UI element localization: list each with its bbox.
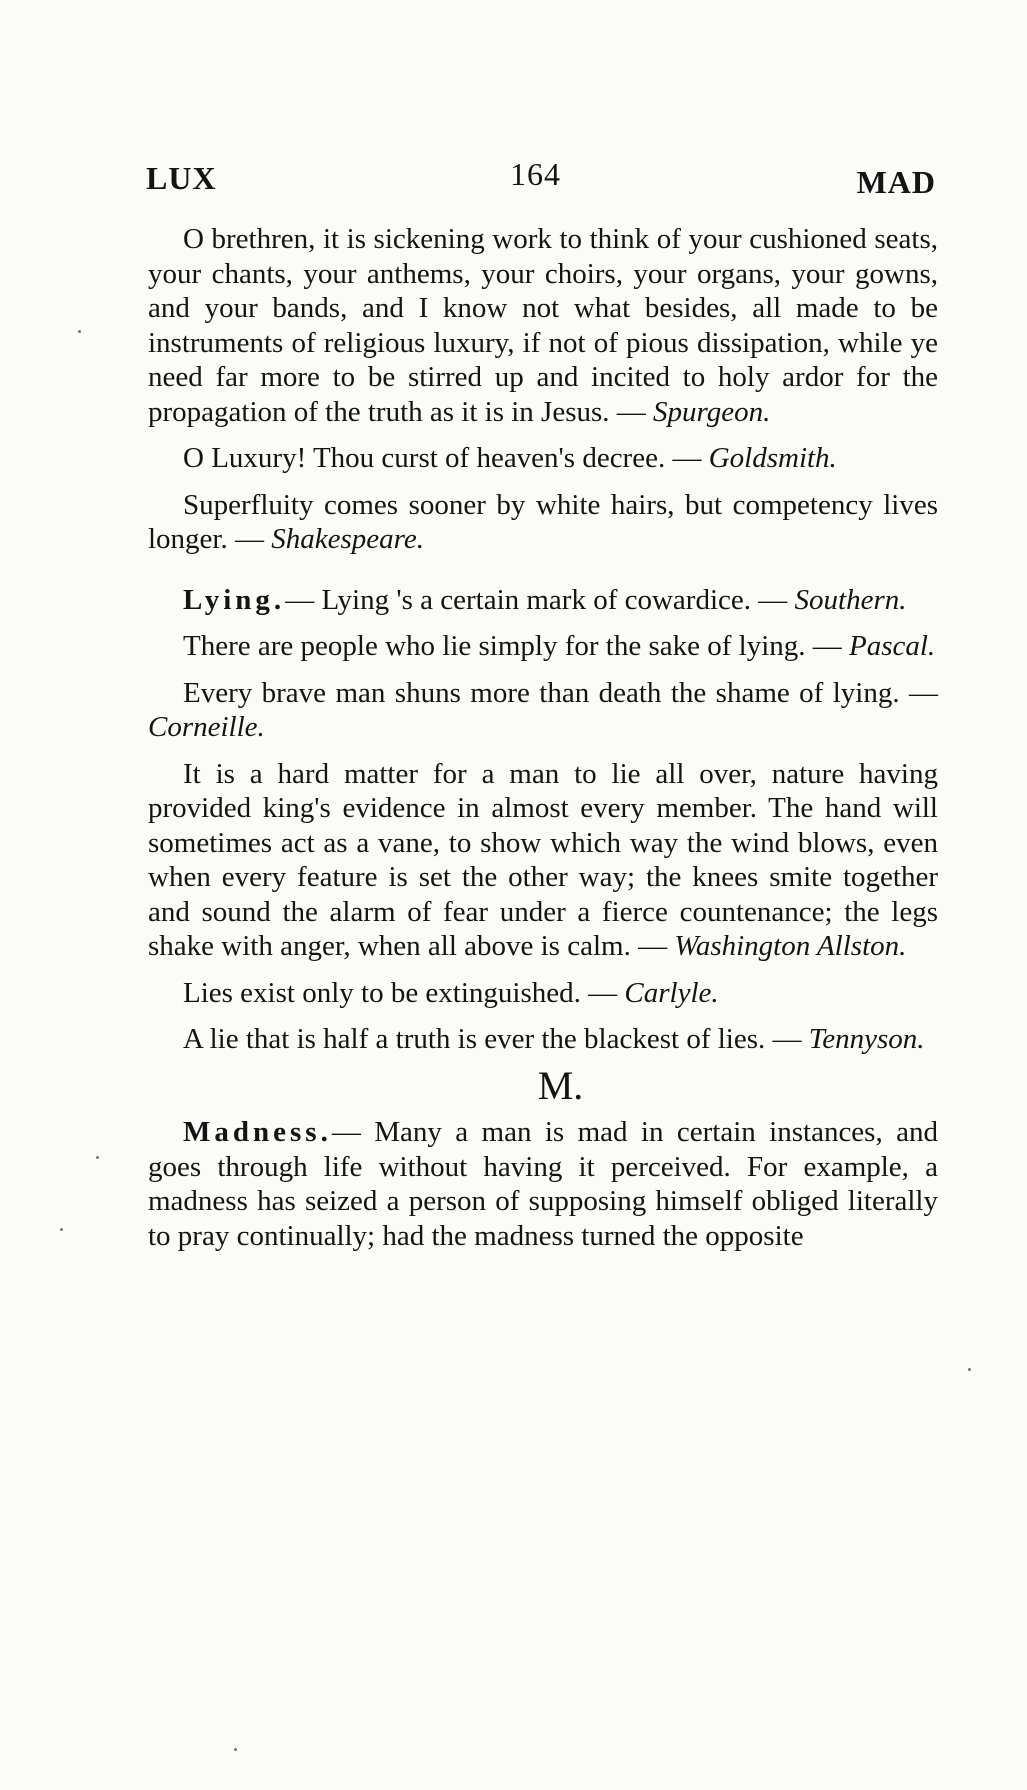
quote-entry: O brethren, it is sickening work to think of your cushioned seats, your chants, your anthems, your choirs, your organs, your gowns, and your bands, and I know not what besides, all made to be instruments of religious luxury, if not of pious dissipation, while ye need far more to be stirred up and incited to holy ardor for the propagation of the truth as it is in Jesus. — Spurgeon. [148, 223, 938, 428]
paper-speck [60, 1228, 63, 1231]
quote-entry: Madness.— Many a man is mad in certain instances, and goes through life without having it perceived. For example, a madness has seized a person of supposing himself obliged literally to pray continually; had the madness turned the opposite [148, 1116, 938, 1252]
quote-author: Carlyle. [624, 976, 719, 1009]
quote-entry: It is a hard matter for a man to lie all over, nature having provided king's evidence in almost every member. The hand will sometimes act as a vane, to show which way the wind blows, even when every feature is set the other way; the knees smite together and sound the alarm of fear under a fierce countenance; the legs shake with anger, when all above is calm. — Washington Allston. [148, 757, 938, 962]
quote-author: Goldsmith. [708, 442, 837, 474]
quote-entry: Lying.— Lying 's a certain mark of cowardice. — Southern. [183, 583, 907, 616]
paper-speck [96, 1156, 99, 1159]
quote-author: Pascal. [849, 630, 936, 662]
page-body [148, 222, 938, 1265]
quote-entry: O Luxury! Thou curst of heaven's decree. — Goldsmith. [183, 442, 837, 474]
quote-author: Washington Allston. [674, 930, 907, 962]
quote-author: Spurgeon. [653, 395, 771, 428]
quote-author: Shakespeare. [271, 523, 424, 555]
quote-author: Corneille. [148, 711, 265, 743]
topic-heading: Lying. [183, 583, 286, 616]
paper-speck [78, 330, 81, 333]
header-left-guide-word: LUX [146, 160, 217, 196]
running-header [146, 156, 936, 200]
section-letter-heading: M. [537, 1062, 584, 1108]
quote-entry: A lie that is half a truth is ever the blackest of lies. — Tennyson. [183, 1023, 925, 1055]
paper-speck [968, 1368, 971, 1371]
quote-entry: There are people who lie simply for the sake of lying. — Pascal. [183, 630, 936, 662]
header-right-guide-word: MAD [856, 164, 936, 200]
quote-author: Tennyson. [808, 1023, 925, 1055]
paper-speck [234, 1748, 237, 1751]
quote-entry: Superfluity comes sooner by white hairs, but competency lives longer. — Shakespeare. [148, 488, 938, 555]
quote-entry: Every brave man shuns more than death the shame of lying. — Corneille. [148, 676, 938, 743]
quote-author: Southern. [794, 583, 907, 616]
quote-entry: Lies exist only to be extinguished. — Carlyle. [183, 976, 719, 1009]
page-number: 164 [510, 156, 561, 192]
topic-heading: Madness. [183, 1116, 332, 1148]
